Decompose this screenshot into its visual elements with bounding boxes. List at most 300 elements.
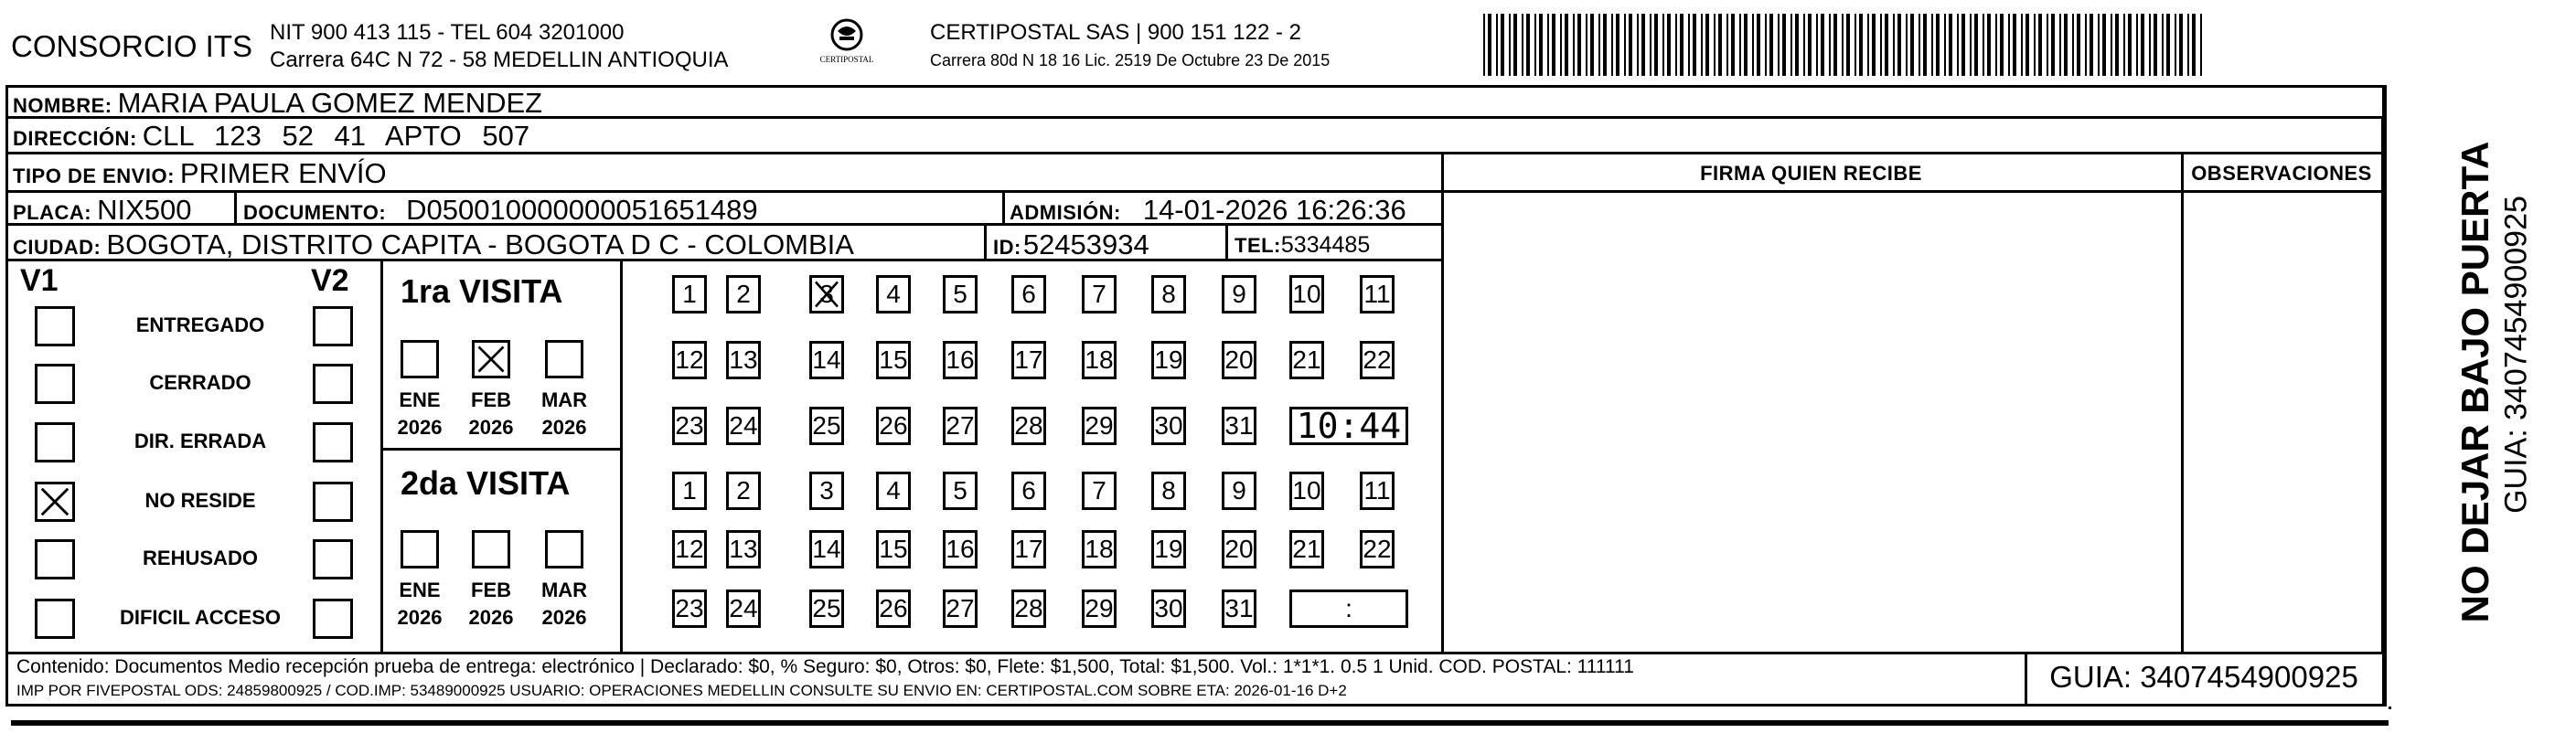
visit2-day-number: 30 (1154, 594, 1183, 622)
visit1-day-box[interactable] (1151, 407, 1186, 445)
carrier-line: CERTIPOSTAL SAS | 900 151 122 - 2 (930, 20, 1301, 45)
barcode-bar (1910, 14, 1914, 76)
barcode-bar (1539, 14, 1543, 76)
x-mark-icon (475, 343, 508, 376)
barcode-bar (1565, 14, 1568, 76)
ciudad-row (13, 228, 854, 261)
barcode-bar (1731, 14, 1735, 76)
visit1-day-box[interactable] (726, 275, 761, 313)
visit2-day-number: 13 (729, 535, 758, 563)
barcode-bar (1483, 14, 1485, 76)
visit2-day-number: 22 (1363, 535, 1392, 563)
barcode-bar (2166, 14, 2170, 76)
footer-imp: IMP POR FIVEPOSTAL ODS: 24859800925 / COD.IMP: 53489000925 USUARIO: OPERACIONES MEDELLIN CONSULTE SU ENVIO EN: CERTIPOSTAL.COM SOBRE ETA: 2026-01-16 D+2 (16, 682, 1347, 699)
visit1-day-box[interactable] (876, 407, 911, 445)
visit1-day-number: 11 (1363, 280, 1391, 308)
barcode-bar (1961, 14, 1965, 76)
visit2-day-number: 16 (946, 535, 975, 563)
visit2-day-box[interactable] (1289, 530, 1324, 568)
visit1-day-number: 3 (819, 280, 834, 308)
visit1-day-box[interactable] (809, 341, 844, 379)
visit1-year-label: 2026 (468, 416, 514, 439)
visit1-day-number: 12 (675, 345, 704, 374)
visit2-day-number: 31 (1224, 594, 1254, 622)
visit1-day-number: 8 (1161, 280, 1176, 308)
visit2-title: 2da VISITA (401, 464, 571, 502)
barcode-bar (1744, 14, 1748, 76)
visit1-day-box[interactable] (1082, 275, 1117, 313)
visit1-day-number: 31 (1224, 411, 1254, 440)
v2-checkbox[interactable] (313, 482, 353, 522)
barcode-bar (1995, 14, 1997, 76)
barcode-bar (1509, 14, 1511, 76)
visit1-day-box[interactable] (1289, 275, 1324, 313)
visit1-day-number: 13 (729, 345, 758, 374)
visit2-day-number: 14 (812, 535, 841, 563)
visit2-day-box[interactable] (876, 472, 911, 510)
visit1-day-box[interactable] (876, 275, 911, 313)
visit1-day-box[interactable] (1011, 275, 1046, 313)
barcode-bar (1598, 14, 1600, 76)
visit2-month-checkbox[interactable] (472, 530, 510, 568)
barcode-bar (1522, 14, 1523, 76)
visit1-day-number: 25 (812, 411, 841, 440)
barcode-bar (2077, 14, 2080, 76)
visit1-day-number: 5 (953, 280, 967, 308)
visit2-day-box[interactable] (726, 472, 761, 510)
visit2-day-number: 28 (1014, 594, 1043, 622)
visit1-day-box[interactable] (1360, 341, 1395, 379)
barcode-bar (1757, 14, 1760, 76)
visit1-day-box[interactable] (1082, 341, 1117, 379)
firma-header: FIRMA QUIEN RECIBE (1700, 162, 1922, 185)
visit2-month-checkbox[interactable] (401, 530, 439, 568)
barcode-bar (2128, 14, 2132, 76)
v1-label: V1 (20, 263, 59, 298)
nombre-row (13, 87, 542, 120)
barcode-bar (1488, 14, 1491, 76)
v1-checkbox[interactable] (35, 539, 75, 579)
placa-row (13, 194, 192, 227)
visit2-day-box[interactable] (943, 530, 978, 568)
visit1-day-box[interactable] (943, 341, 978, 379)
carrier-address: Carrera 80d N 18 16 Lic. 2519 De Octubre 23 De 2015 (930, 51, 1331, 69)
tipo-row (13, 157, 387, 190)
visit1-day-number: 22 (1363, 345, 1392, 374)
visit2-day-box[interactable] (1360, 472, 1395, 510)
barcode-bar (2000, 14, 2004, 76)
visit1-day-box[interactable] (1011, 341, 1046, 379)
barcode-bar (1821, 14, 1824, 76)
visit2-month-label: FEB (471, 579, 511, 601)
barcode-bar (1586, 14, 1587, 76)
visit1-day-number: 20 (1224, 345, 1254, 374)
address-line: Carrera 64C N 72 - 58 MEDELLIN ANTIOQUIA (270, 48, 729, 72)
visit1-day-box[interactable] (1222, 341, 1256, 379)
direccion-label: DIRECCIÓN: (13, 127, 137, 150)
barcode-bar (2149, 14, 2151, 76)
barcode-bar (1957, 14, 1959, 76)
visit1-day-box[interactable] (1151, 341, 1186, 379)
visit2-day-box[interactable] (1151, 530, 1186, 568)
barcode-bar (1641, 14, 1645, 76)
visit2-day-box[interactable] (1222, 472, 1256, 510)
visit1-day-box[interactable] (726, 407, 761, 445)
tel-value: 5334485 (1280, 232, 1371, 258)
barcode-bar (1970, 14, 1972, 76)
barcode-bar (1923, 14, 1927, 76)
visit1-month-checkbox[interactable] (472, 340, 510, 378)
barcode-bar (2026, 14, 2029, 76)
barcode-bar (2187, 14, 2189, 76)
visit2-day-number: 9 (1232, 476, 1246, 505)
barcode-bar (2072, 14, 2074, 76)
visit2-day-box[interactable] (1151, 472, 1186, 510)
barcode-bar (1769, 14, 1773, 76)
visit1-day-number: 4 (886, 280, 901, 308)
barcode-bar (1974, 14, 1978, 76)
visit2-day-number: 11 (1363, 476, 1391, 505)
barcode-bar (2136, 14, 2138, 76)
visit2-time-value: : (1345, 594, 1352, 622)
visit1-time-value: 10:44 (1296, 406, 1402, 446)
visit2-day-box[interactable] (726, 590, 761, 628)
barcode-bar (1603, 14, 1607, 76)
barcode-bar (1611, 14, 1613, 76)
v1-checkbox[interactable] (35, 422, 75, 462)
visit2-day-box[interactable] (1151, 590, 1186, 628)
visit2-month-label: ENE (399, 579, 441, 601)
barcode (1483, 14, 2206, 76)
visit1-day-box[interactable] (1222, 275, 1256, 313)
visit1-day-number: 29 (1085, 411, 1114, 440)
barcode-bar (1867, 14, 1869, 76)
visit2-day-number: 8 (1161, 476, 1176, 505)
visit2-day-number: 1 (682, 476, 697, 505)
barcode-bar (2154, 14, 2157, 76)
barcode-bar (1675, 14, 1677, 76)
barcode-bar (1701, 14, 1703, 76)
visit1-month-label: MAR (540, 388, 588, 411)
status-label: DIR. ERRADA (134, 430, 267, 452)
v1-checkbox[interactable] (35, 599, 75, 639)
v2-checkbox[interactable] (313, 422, 353, 462)
barcode-bar (1885, 14, 1888, 76)
admision-value: 14-01-2026 16:26:36 (1142, 194, 1406, 226)
barcode-bar (1624, 14, 1626, 76)
v2-label: V2 (311, 263, 349, 298)
barcode-bar (1842, 14, 1844, 76)
visit2-day-number: 18 (1085, 535, 1114, 563)
visit2-day-number: 2 (736, 476, 751, 505)
visit2-day-number: 4 (886, 476, 901, 505)
visit1-day-box[interactable] (809, 407, 844, 445)
visit2-day-number: 23 (675, 594, 704, 622)
barcode-bar (1739, 14, 1741, 76)
visit1-day-number: 17 (1014, 345, 1043, 374)
visit1-day-box[interactable] (943, 407, 978, 445)
status-label: DIFICIL ACCESO (119, 606, 281, 629)
visit1-month-label: ENE (399, 388, 441, 411)
tipo-value: PRIMER ENVÍO (179, 157, 387, 189)
barcode-bar (1573, 14, 1575, 76)
visit1-day-number: 30 (1154, 411, 1183, 440)
visit1-day-number: 26 (879, 411, 908, 440)
visit1-day-box[interactable] (672, 275, 707, 313)
status-label: ENTREGADO (135, 313, 265, 336)
barcode-bar (1654, 14, 1658, 76)
barcode-bar (1829, 14, 1831, 76)
logo-text: CERTIPOSTAL (819, 55, 874, 64)
barcode-bar (1534, 14, 1536, 76)
visit2-day-number: 26 (879, 594, 908, 622)
visit1-day-number: 10 (1292, 280, 1321, 308)
visit2-day-box[interactable] (672, 590, 707, 628)
visit1-time-box[interactable] (1289, 407, 1408, 445)
visit2-day-box[interactable] (1082, 472, 1117, 510)
company-name: CONSORCIO ITS (11, 29, 253, 63)
barcode-bar (1513, 14, 1517, 76)
visit2-day-box[interactable] (1011, 472, 1046, 510)
visit2-time-box[interactable] (1289, 590, 1408, 628)
visit2-day-box[interactable] (876, 530, 911, 568)
barcode-bar (1795, 14, 1799, 76)
visit1-day-box[interactable] (1011, 407, 1046, 445)
visit1-day-number: 2 (736, 280, 751, 308)
visit2-day-box[interactable] (876, 590, 911, 628)
barcode-bar (2021, 14, 2023, 76)
ciudad-value: BOGOTA, DISTRITO CAPITA - BOGOTA D C - COLOMBIA (106, 228, 854, 260)
barcode-bar (1944, 14, 1946, 76)
v2-checkbox[interactable] (313, 599, 353, 639)
barcode-bar (1752, 14, 1754, 76)
documento-value: D050010000000051651489 (406, 194, 758, 226)
tel-row (1235, 232, 1370, 259)
visit2-day-box[interactable] (672, 530, 707, 568)
visit1-day-number: 21 (1292, 345, 1321, 374)
visit1-day-box[interactable] (726, 341, 761, 379)
visit2-day-box[interactable] (1222, 590, 1256, 628)
visit2-day-box[interactable] (1082, 530, 1117, 568)
visit2-day-box[interactable] (726, 530, 761, 568)
barcode-bar (1577, 14, 1581, 76)
barcode-bar (1782, 14, 1786, 76)
placa-label: PLACA: (13, 201, 92, 224)
placa-value: NIX500 (97, 194, 192, 226)
visit1-day-number: 7 (1092, 280, 1106, 308)
barcode-bar (2200, 14, 2202, 76)
barcode-bar (2179, 14, 2183, 76)
barcode-bar (1547, 14, 1549, 76)
barcode-bar (1662, 14, 1664, 76)
status-label: REHUSADO (143, 547, 258, 569)
visit1-day-box[interactable] (1289, 341, 1324, 379)
barcode-bar (1560, 14, 1562, 76)
barcode-bar (1496, 14, 1498, 76)
visit1-day-number: 14 (812, 345, 841, 374)
visit2-day-box[interactable] (809, 590, 844, 628)
visit2-day-box[interactable] (1082, 590, 1117, 628)
barcode-bar (1816, 14, 1818, 76)
visit2-day-box[interactable] (1289, 472, 1324, 510)
visit1-title: 1ra VISITA (401, 272, 563, 310)
visit2-day-box[interactable] (1011, 590, 1046, 628)
v2-checkbox[interactable] (313, 364, 353, 404)
barcode-bar (1833, 14, 1837, 76)
barcode-bar (2034, 14, 2036, 76)
admision-row (1010, 194, 1406, 227)
barcode-bar (2102, 14, 2106, 76)
admision-label: ADMISIÓN: (1010, 201, 1121, 224)
visit1-year-label: 2026 (541, 416, 587, 439)
tel-label: TEL: (1235, 234, 1281, 257)
visit2-day-number: 17 (1014, 535, 1043, 563)
side-guia: GUIA: 3407454900925 (2498, 196, 2534, 514)
barcode-bar (1726, 14, 1728, 76)
footer-contenido: Contenido: Documentos Medio recepción prueba de entrega: electrónico | Declarado: $0, % Seguro: $0, Otros: $0, Flete: $1,500, Total: $1,500. Vol.: 1*1*1. 0.5 1 Unid. COD. POSTAL: 111111 (16, 656, 1634, 677)
barcode-bar (1983, 14, 1984, 76)
barcode-bar (1718, 14, 1722, 76)
barcode-bar (1501, 14, 1504, 76)
visit2-year-label: 2026 (541, 606, 587, 629)
visit1-day-number: 1 (682, 280, 697, 308)
barcode-bar (2059, 14, 2061, 76)
visit2-day-box[interactable] (943, 590, 978, 628)
id-row (993, 228, 1149, 261)
barcode-bar (1650, 14, 1651, 76)
barcode-bar (2111, 14, 2112, 76)
barcode-bar (2047, 14, 2048, 76)
observaciones-header: OBSERVACIONES (2191, 162, 2372, 185)
visit1-day-number: 6 (1021, 280, 1036, 308)
visit2-day-box[interactable] (1222, 530, 1256, 568)
barcode-bar (1629, 14, 1632, 76)
barcode-bar (1680, 14, 1683, 76)
visit2-day-number: 27 (946, 594, 975, 622)
visit1-day-number: 15 (879, 345, 908, 374)
visit2-day-number: 21 (1292, 535, 1321, 563)
direccion-row (13, 120, 529, 153)
visit1-day-box[interactable] (1360, 275, 1395, 313)
x-mark-icon (37, 484, 72, 519)
barcode-bar (2090, 14, 2093, 76)
barcode-bar (1987, 14, 1991, 76)
barcode-bar (1859, 14, 1863, 76)
visit2-day-number: 10 (1292, 476, 1321, 505)
barcode-bar (1872, 14, 1876, 76)
visit1-day-box[interactable] (672, 407, 707, 445)
barcode-bar (1693, 14, 1696, 76)
visit2-day-number: 15 (879, 535, 908, 563)
nit-line: NIT 900 413 115 - TEL 604 3201000 (270, 20, 625, 45)
barcode-bar (1667, 14, 1671, 76)
barcode-bar (2013, 14, 2016, 76)
barcode-bar (1906, 14, 1908, 76)
barcode-bar (1880, 14, 1882, 76)
barcode-bar (2175, 14, 2176, 76)
footer-guia: GUIA: 3407454900925 (2049, 660, 2358, 694)
visit1-day-box[interactable] (672, 341, 707, 379)
direccion-value: CLL 123 52 41 APTO 507 (142, 120, 530, 152)
visit2-day-number: 3 (819, 476, 834, 505)
visit2-day-number: 29 (1085, 594, 1114, 622)
visit2-year-label: 2026 (397, 606, 443, 629)
visit1-day-box[interactable] (809, 275, 844, 313)
visit2-month-checkbox[interactable] (545, 530, 583, 568)
visit1-day-number: 19 (1154, 345, 1183, 374)
bottom-rule (11, 720, 2389, 726)
documento-row (243, 194, 758, 227)
visit1-day-box[interactable] (1222, 407, 1256, 445)
status-label: NO RESIDE (144, 489, 256, 512)
visit2-day-number: 6 (1021, 476, 1036, 505)
ciudad-label: CIUDAD: (13, 236, 102, 259)
visit1-day-box[interactable] (943, 275, 978, 313)
barcode-bar (1616, 14, 1619, 76)
v1-checkbox[interactable] (35, 306, 75, 346)
visit2-day-box[interactable] (809, 472, 844, 510)
barcode-bar (2141, 14, 2144, 76)
barcode-bar (1637, 14, 1639, 76)
visit1-day-number: 24 (729, 411, 758, 440)
id-label: ID: (993, 236, 1021, 259)
visit2-day-box[interactable] (672, 472, 707, 510)
barcode-bar (1936, 14, 1940, 76)
barcode-bar (1552, 14, 1555, 76)
visit1-month-label: FEB (471, 388, 511, 411)
barcode-bar (2123, 14, 2125, 76)
visit2-day-number: 5 (953, 476, 967, 505)
visit2-day-box[interactable] (943, 472, 978, 510)
barcode-bar (1778, 14, 1780, 76)
visit2-year-label: 2026 (468, 606, 514, 629)
side-notice: NO DEJAR BAJO PUERTA (2453, 141, 2496, 623)
visit2-day-box[interactable] (1011, 530, 1046, 568)
barcode-bar (1893, 14, 1895, 76)
visit1-year-label: 2026 (397, 416, 443, 439)
visit1-day-number: 16 (946, 345, 975, 374)
status-label: CERRADO (149, 371, 251, 394)
visit1-day-box[interactable] (876, 341, 911, 379)
visit1-day-number: 23 (675, 411, 704, 440)
v2-checkbox[interactable] (313, 539, 353, 579)
visit1-day-number: 9 (1232, 280, 1246, 308)
v2-checkbox[interactable] (313, 306, 353, 346)
visit1-day-box[interactable] (1151, 275, 1186, 313)
v1-checkbox[interactable] (35, 482, 75, 522)
visit2-day-box[interactable] (809, 530, 844, 568)
nombre-label: NOMBRE: (13, 94, 112, 117)
barcode-bar (1705, 14, 1709, 76)
barcode-bar (1790, 14, 1792, 76)
visit1-day-box[interactable] (1082, 407, 1117, 445)
visit1-month-checkbox[interactable] (545, 340, 583, 378)
barcode-bar (2192, 14, 2196, 76)
visit2-day-number: 24 (729, 594, 758, 622)
visit1-month-checkbox[interactable] (401, 340, 439, 378)
barcode-bar (2115, 14, 2119, 76)
visit2-day-number: 12 (675, 535, 704, 563)
visit2-day-box[interactable] (1360, 530, 1395, 568)
barcode-bar (1897, 14, 1901, 76)
id-value: 52453934 (1022, 228, 1149, 260)
v1-checkbox[interactable] (35, 364, 75, 404)
visit2-month-label: MAR (540, 579, 588, 601)
barcode-bar (1714, 14, 1716, 76)
barcode-bar (2064, 14, 2068, 76)
visit1-day-number: 27 (946, 411, 975, 440)
x-mark-icon (812, 278, 841, 311)
